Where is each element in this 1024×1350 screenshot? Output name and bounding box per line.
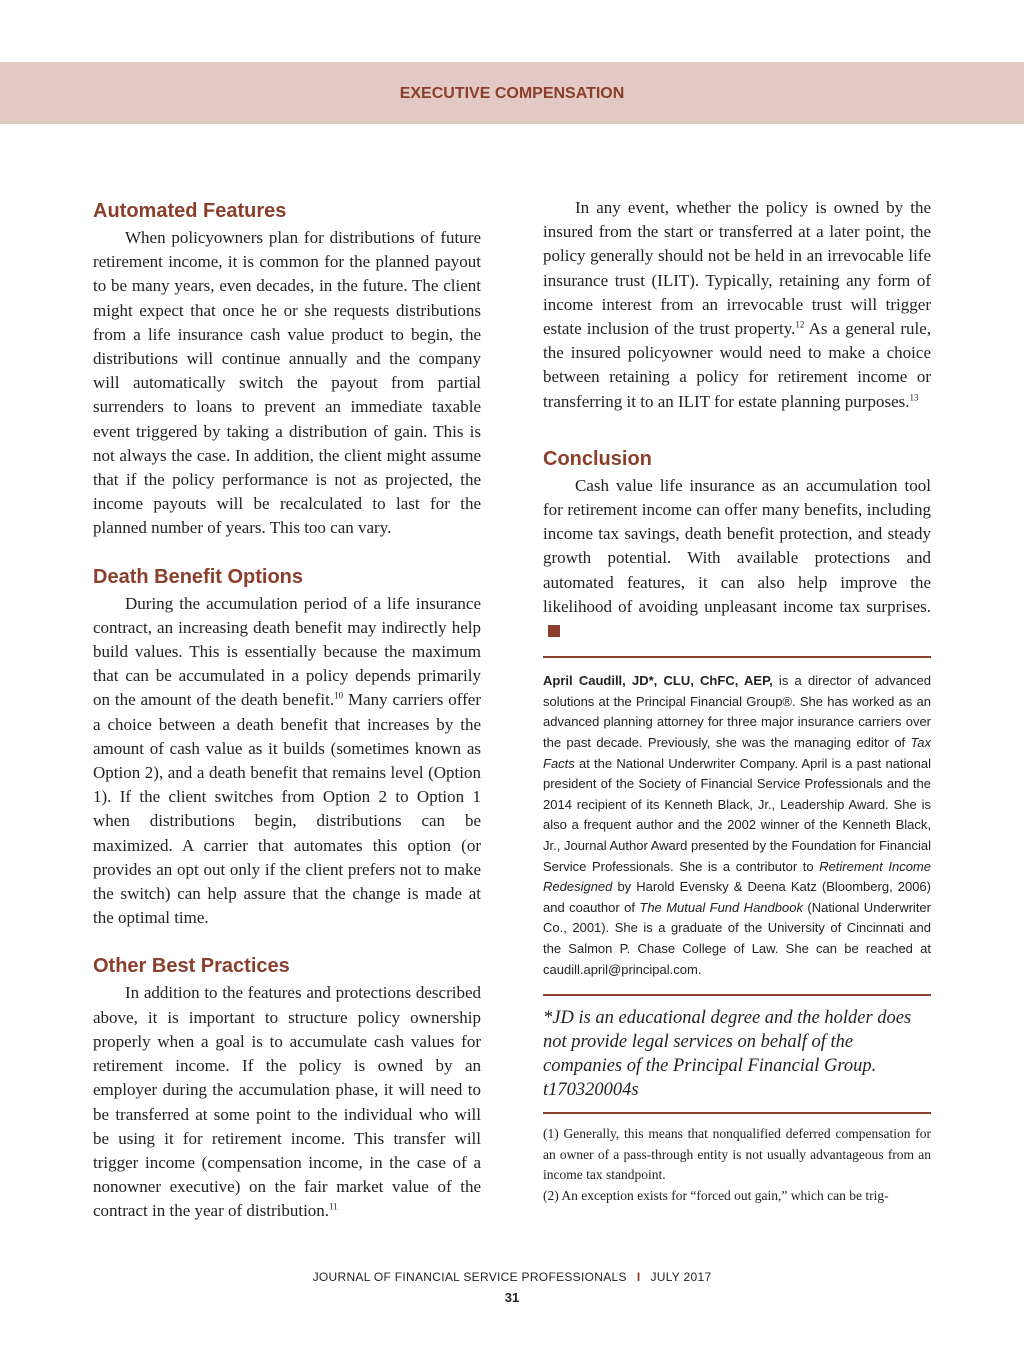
footnote-ref-12: 12 — [795, 319, 805, 330]
journal-name: JOURNAL OF FINANCIAL SERVICE PROFESSIONALS — [312, 1270, 627, 1284]
footnote-ref-10: 10 — [334, 690, 344, 701]
heading-automated-features: Automated Features — [93, 200, 287, 222]
heading-conclusion: Conclusion — [543, 447, 652, 470]
footnote-ref-13: 13 — [909, 391, 919, 402]
footnote-ref-11: 11 — [329, 1201, 338, 1212]
endnotes — [543, 1124, 931, 1206]
paragraph-death-benefit-options: During the accumulation period of a life insurance contract, an increasing death benefit may indirectly help build values. This is essentially because the maximum that can be accumulated in a policy depends primarily on the amount of the death benefit.$^{10}$ Many carriers offer a choice between a death benefit that increases by the amount of cash value as it builds (sometimes known as Option 2), and a death benefit that remains level (Option 1). If the client switches from Option 2 to Option 1 when distributions begin, distributions can be maximized. A carrier that automates this option (or provides an opt out only if the client prefers not to make the switch) can help assure that the change is made at the optimal time. — [93, 593, 482, 928]
paragraph-automated-features: When policyowners plan for distributions of future retirement income, it is common for the planned payout to be many years, even decades, in the future. The client might expect that once he or she requests distributions from a life insurance cash value product to begin, the distributions will continue annually and the company will automatically switch the payout from partial surrenders to loans to prevent an immediate taxable event triggered by taking a distribution of gain. This is not always the case. In addition, the client might assume that if the policy performance is not as projected, the income payouts will be recalculated to last for the planned number of years. This too can vary. — [93, 228, 481, 538]
right-column — [543, 196, 931, 1206]
heading-death-benefit-options: Death Benefit Options — [93, 565, 304, 588]
paragraph-ilit: In any event, whether the policy is owned by the insured from the start or transferred at a later point, the policy generally should not be held in an irrevocable life insurance trust (ILIT). Typically, retaining any form of income interest from an irrevocable trust will trigger estate inclusion of the trust property.$^{12}$ As a general rule, the insured policyowner would need to make a choice between retaining a policy for retirement income or transferring it to an ILIT for estate planning purposes.$^{13}$ — [543, 198, 931, 411]
paragraph-conclusion: Cash value life insurance as an accumulation tool for retirement income can offer many benefits, including income tax savings, death benefit protection, and steady growth potential. With available protections and automated features, it can also help improve the likelihood of avoiding unpleasant income tax surprises. — [543, 474, 931, 643]
endnote-2: (2) An exception exists for “forced out gain,” which can be trig- — [543, 1187, 889, 1203]
left-column — [93, 196, 481, 1224]
paragraph-other-best-practices: In addition to the features and protections described above, it is important to structure policy ownership properly when a goal is to accumulate cash values for retirement income. If the policy is owned by an employer during the accumulation phase, it will need to be transferred at some point to the individual who will be using it for retirement income. This transfer will trigger income (compensation income, in the case of a nonowner executive) on the fair market value of the contract in the year of distribution.$^{11}$ — [93, 983, 481, 1221]
divider — [543, 1112, 931, 1114]
author-name: April Caudill, JD*, CLU, ChFC, AEP, — [543, 673, 773, 689]
footer-separator: I — [636, 1270, 641, 1284]
endnote-1: (1) Generally, this means that nonqualified deferred compensation for an owner of a pass-through entity is not usually advantageous from an income tax standpoint. — [543, 1126, 931, 1183]
heading-other-best-practices: Other Best Practices — [93, 955, 290, 978]
page-number: 31 — [504, 1290, 520, 1305]
divider — [543, 656, 931, 658]
end-mark-icon — [548, 625, 560, 637]
jd-disclaimer: *JD is an educational degree and the holder does not provide legal services on behalf of the companies of the Principal Financial Group. t170320004s — [543, 1008, 912, 1101]
page-footer — [0, 1270, 1024, 1284]
author-bio: April Caudill, JD*, CLU, ChFC, AEP, is a director of advanced solutions at the Principal Financial Group®. She has worked as an advanced planning attorney for three major insurance carriers over the past decade. Previously, she was the managing editor of Tax Facts at the National Underwriter Company. April is a past national president of the Society of Financial Service Professionals and the 2014 recipient of its Kenneth Black, Jr., Leadership Award. She is also a frequent author and the 2002 winner of the Kenneth Black, Jr., Journal Author Award presented by the Foundation for Financial Service Professionals. She is a contributor to Retirement Income Redesigned by Harold Evensky & Deena Katz (Bloomberg, 2006) and coauthor of The Mutual Fund Handbook (National Underwriter Co., 2001). She is a graduate of the University of Cincinnati and the Salmon P. Chase College of Law. She can be reached at caudill.april@principal.com. — [543, 673, 931, 977]
section-title: EXECUTIVE COMPENSATION — [399, 85, 625, 102]
section-banner — [0, 62, 1024, 124]
divider — [543, 994, 931, 996]
issue-date: JULY 2017 — [650, 1270, 712, 1284]
